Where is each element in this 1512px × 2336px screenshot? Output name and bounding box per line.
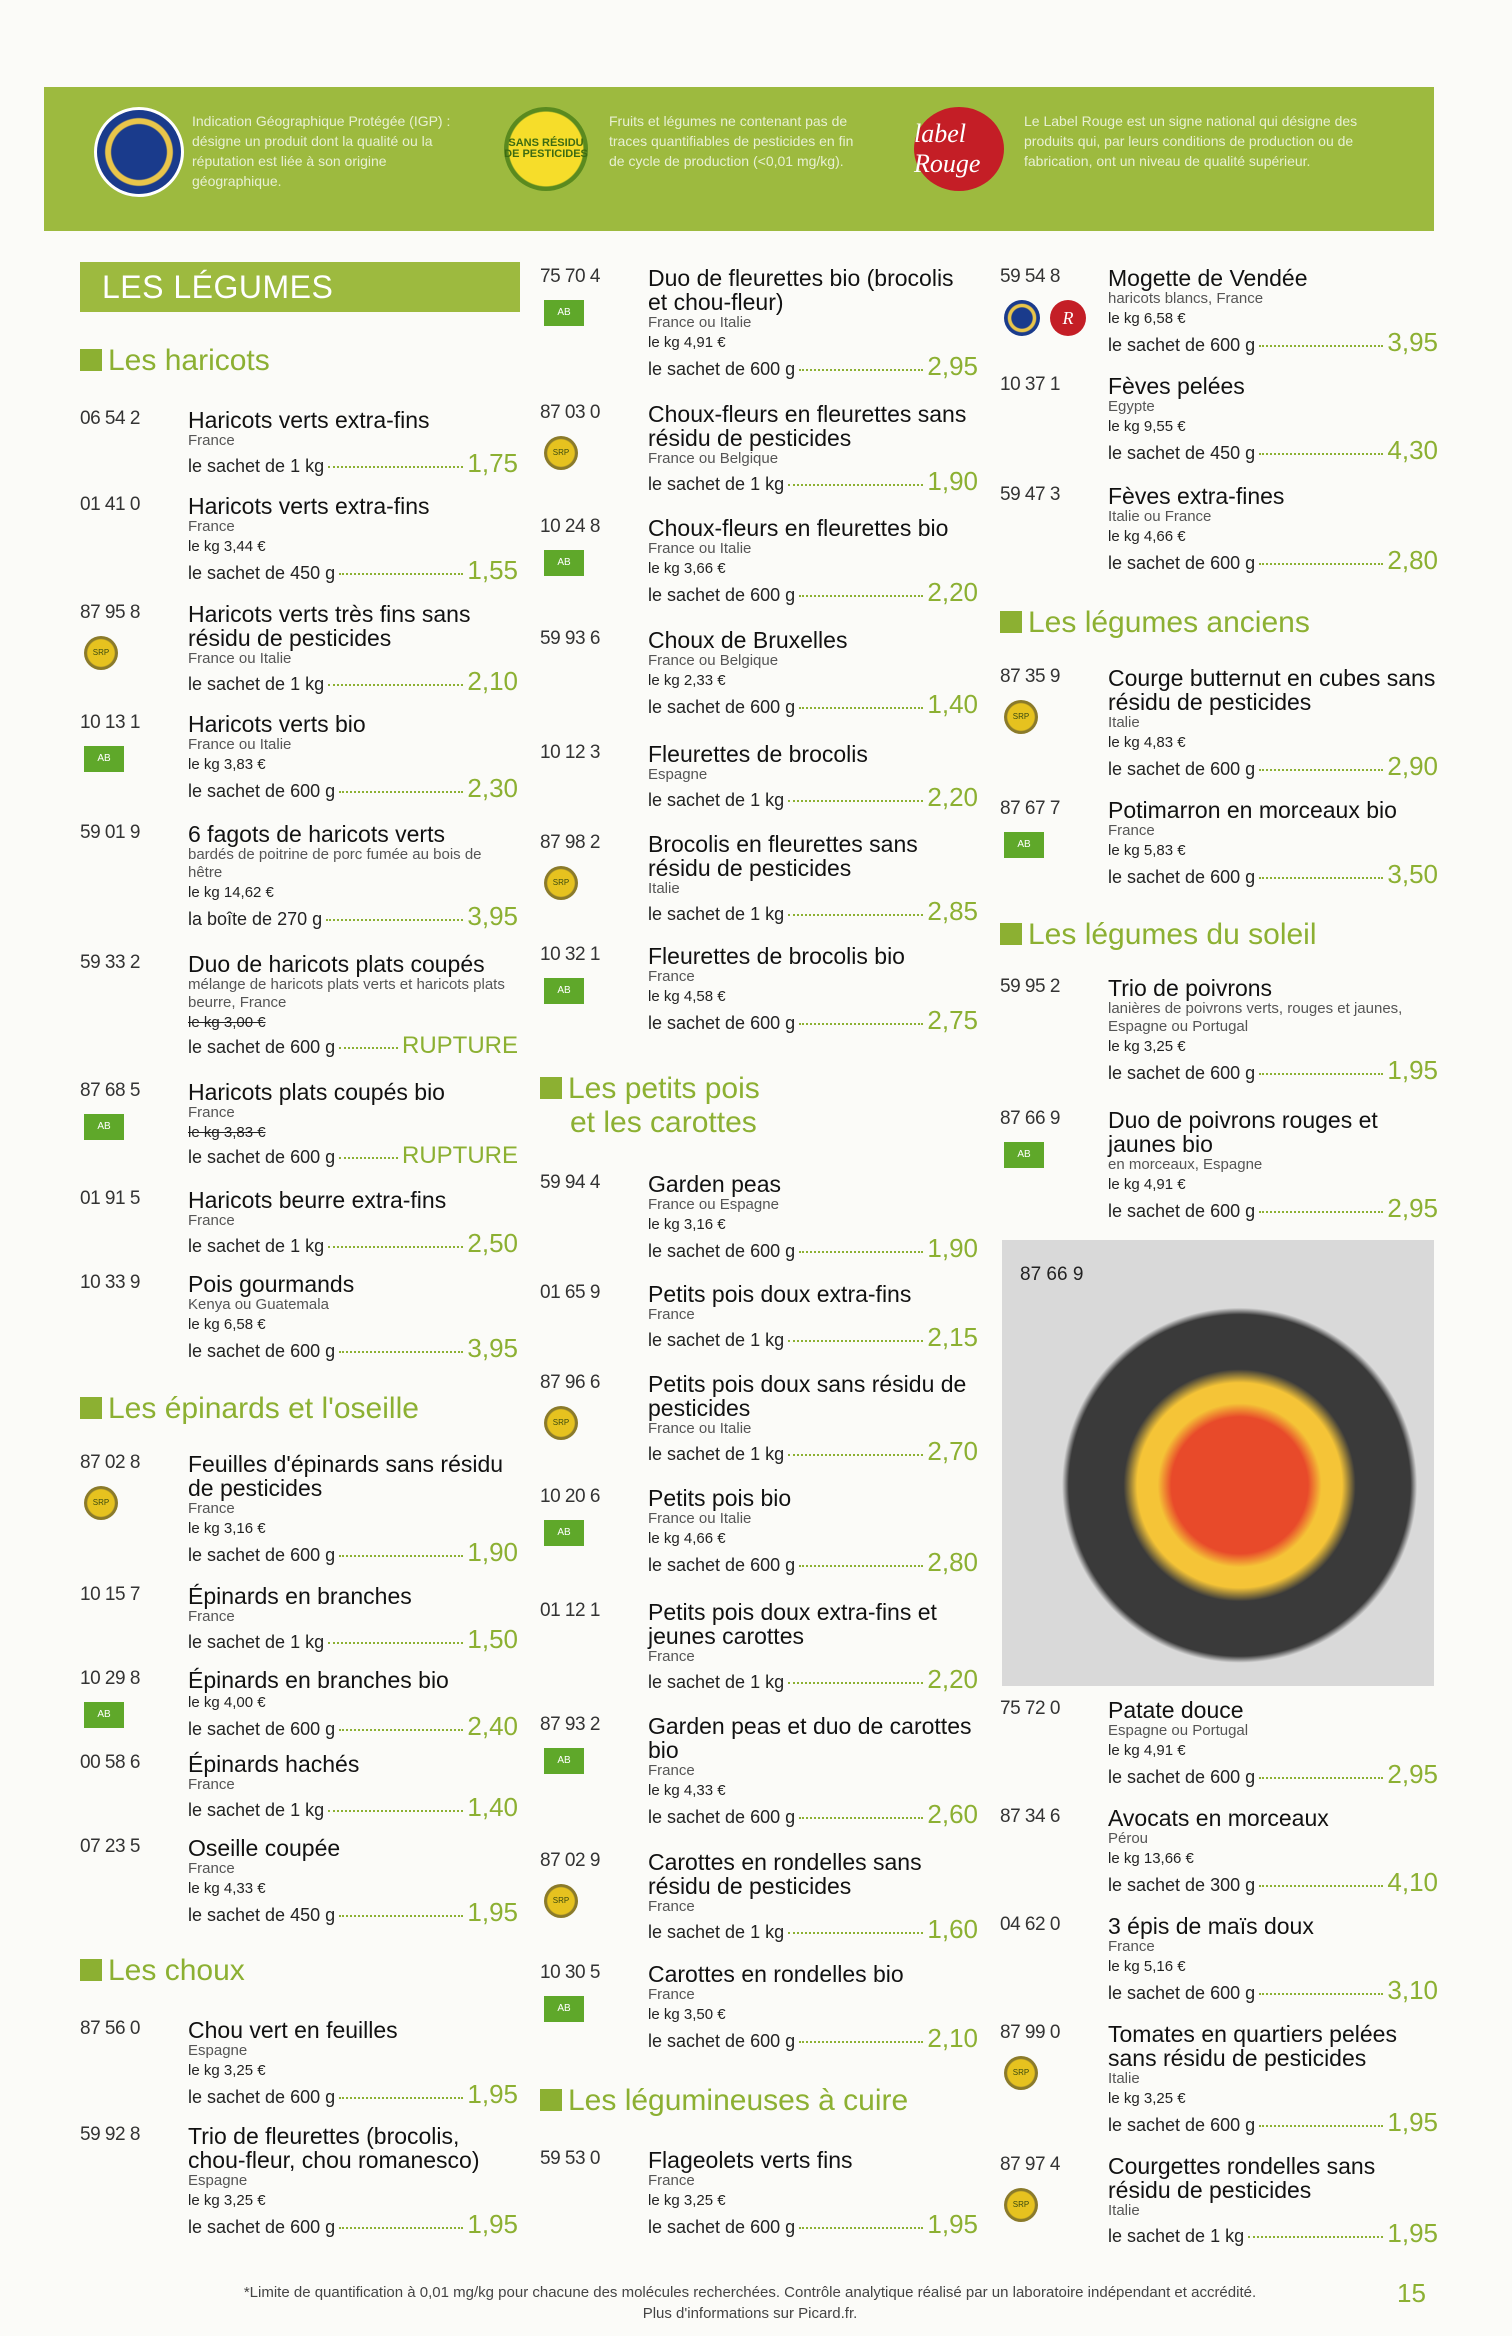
price-line: le sachet de 1 kg 2,50 [188,1228,518,1258]
product-code: 10 20 6 [540,1486,600,1507]
rupture-label: RUPTURE [401,1032,518,1059]
price-per-kg: le kg 3,00 € [188,1014,266,1031]
price: 1,40 [927,689,978,719]
rupture-label: RUPTURE [401,1142,518,1169]
product-origin: France ou Italie [188,650,292,667]
price-per-kg: le kg 13,66 € [1108,1850,1194,1867]
product-code: 01 91 5 [80,1188,140,1209]
price-per-kg: le kg 3,44 € [188,538,266,555]
product-origin: France ou Italie [648,314,752,331]
product-origin: Italie [1108,714,1140,731]
product-origin: Italie [1108,2070,1140,2087]
price-line: le sachet de 600 g 2,10 [648,2023,978,2053]
price-line: le sachet de 600 g 2,95 [1108,1759,1438,1789]
product-name: Haricots verts très fins sans résidu de pesticides [188,601,471,651]
price-per-kg: le kg 5,16 € [1108,1958,1186,1975]
sans-residu-badge-icon: SRP [544,866,578,900]
price: 3,10 [1387,1975,1438,2005]
price: 1,55 [467,555,518,585]
price-line: le sachet de 1 kg 2,20 [648,782,978,812]
price-per-kg: le kg 3,83 € [188,1124,266,1141]
bio-badge-icon: AB [544,1748,584,1774]
product-code: 01 12 1 [540,1600,600,1621]
product-code: 87 03 0 [540,402,600,423]
product-name: Avocats en morceaux [1108,1805,1329,1831]
product-name: Épinards en branches bio [188,1667,449,1693]
product-name: Petits pois bio [648,1485,792,1511]
product-code: 10 33 9 [80,1272,140,1293]
price-line: le sachet de 600 g 2,95 [1108,1193,1438,1223]
product-origin: France [648,1986,695,2003]
product-origin: Italie [1108,2202,1140,2219]
product-name: Potimarron en morceaux bio [1108,797,1397,823]
product-code: 87 66 9 [1000,1108,1060,1129]
price: 2,95 [1387,1759,1438,1789]
price: 1,95 [1387,1055,1438,1085]
section-legumes-anciens: Les légumes anciens [1000,606,1310,640]
product-origin: mélange de haricots plats verts et haricots plats beurre, France [188,976,505,1011]
product-name: Mogette de Vendée [1108,265,1308,291]
section-petits-pois: Les petits pois et les carottes [540,1072,760,1140]
price-line: le sachet de 1 kg 2,85 [648,896,978,926]
product-code: 01 65 9 [540,1282,600,1303]
product-origin: France ou Italie [648,1510,752,1527]
product-name: Carottes en rondelles sans résidu de pesticides [648,1849,922,1899]
product-name: Courge butternut en cubes sans résidu de pesticides [1108,665,1436,715]
price-line: la boîte de 270 g 3,95 [188,901,518,931]
footnote-more-info: Plus d'informations sur Picard.fr. [642,2305,858,2322]
product-name: Haricots verts extra-fins [188,493,430,519]
sans-residu-badge-icon: SRP [1004,2188,1038,2222]
sans-residu-badge-icon: SRP [1004,2056,1038,2090]
product-name: 6 fagots de haricots verts [188,821,445,847]
sans-residu-pesticides-icon: SANS RÉSIDU DE PESTICIDES [504,107,588,191]
product-origin: Espagne [648,766,708,783]
product-origin: en morceaux, Espagne [1108,1156,1263,1173]
product-photo [1002,1240,1434,1686]
bio-badge-icon: AB [84,746,124,772]
product-name: Fleurettes de brocolis [648,741,868,767]
product-origin: France ou Italie [648,540,752,557]
product-name: Trio de poivrons [1108,975,1273,1001]
product-code: 87 97 4 [1000,2154,1060,2175]
price-line: le sachet de 1 kg 2,15 [648,1322,978,1352]
product-origin: Espagne ou Portugal [1108,1722,1249,1739]
price: 2,10 [467,666,518,696]
product-origin: Egypte [1108,398,1155,415]
price: 2,20 [927,782,978,812]
price-line: le sachet de 1 kg 1,60 [648,1914,978,1944]
price: 2,20 [927,577,978,607]
product-code: 59 95 2 [1000,976,1060,997]
product-origin: France [188,1104,235,1121]
product-origin: Espagne [188,2042,248,2059]
price: 2,40 [467,1711,518,1741]
price-line: le sachet de 600 g 1,90 [188,1537,518,1567]
product-origin: France [188,1608,235,1625]
section-haricots: Les haricots [80,344,270,378]
price: 2,95 [1387,1193,1438,1223]
bio-badge-icon: AB [84,1114,124,1140]
igp-label-rouge-badges [1004,300,1094,340]
product-name: Choux de Bruxelles [648,627,848,653]
price: 1,95 [467,2209,518,2239]
product-code: 87 68 5 [80,1080,140,1101]
product-origin: France [648,1898,695,1915]
product-origin: France ou Espagne [648,1196,779,1213]
product-name: Fèves pelées [1108,373,1245,399]
product-name: Carottes en rondelles bio [648,1961,904,1987]
price-per-kg: le kg 4,91 € [1108,1176,1186,1193]
product-code: 75 70 4 [540,266,600,287]
price-per-kg: le kg 6,58 € [188,1316,266,1333]
product-name: Flageolets verts fins [648,2147,853,2173]
product-origin: bardés de poitrine de porc fumée au bois de hêtre [188,846,482,881]
footnote-text: *Limite de quantification à 0,01 mg/kg pour chacune des molécules recherchées. Contrôle analytique réalisé par un laboratoire indépendant et accrédité. [243,2284,1257,2301]
product-origin: Italie ou France [1108,508,1212,525]
price: 3,95 [467,901,518,931]
price-per-kg: le kg 3,66 € [648,560,726,577]
price: 1,90 [927,1233,978,1263]
product-code: 04 62 0 [1000,1914,1060,1935]
product-origin: France [188,432,235,449]
price: 2,20 [927,1664,978,1694]
price-per-kg: le kg 3,25 € [1108,1038,1186,1055]
product-code: 59 33 2 [80,952,140,973]
product-origin: France ou Italie [188,736,292,753]
price: 1,60 [927,1914,978,1944]
price-per-kg: le kg 4,33 € [648,1782,726,1799]
price: 1,95 [467,1897,518,1927]
product-code: 59 93 6 [540,628,600,649]
product-code: 59 47 3 [1000,484,1060,505]
price-line: le sachet de 600 g 1,90 [648,1233,978,1263]
category-title: LES LÉGUMES [80,262,520,312]
price-per-kg: le kg 3,25 € [648,2192,726,2209]
product-origin: France [188,1212,235,1229]
product-origin: France ou Italie [648,1420,752,1437]
product-origin: France [648,2172,695,2189]
product-code: 87 95 8 [80,602,140,623]
price-line: le sachet de 450 g 1,55 [188,555,518,585]
product-origin: France [648,1306,695,1323]
sans-residu-badge-icon: SRP [84,636,118,670]
page-number: 15 [1397,2278,1426,2308]
product-code: 87 35 9 [1000,666,1060,687]
price-per-kg: le kg 9,55 € [1108,418,1186,435]
product-origin: Espagne [188,2172,248,2189]
igp-description: Indication Géographique Protégée (IGP) : désigne un produit dont la qualité ou la réputation est liée à son origine géographique. [192,113,451,189]
price-line: le sachet de 600 g 2,95 [648,351,978,381]
product-name: Choux-fleurs en fleurettes bio [648,515,949,541]
price-per-kg: le kg 4,91 € [1108,1742,1186,1759]
product-code: 00 58 6 [80,1752,140,1773]
price: 2,80 [927,1547,978,1577]
price-line: le sachet de 600 g 2,20 [648,577,978,607]
price-line: le sachet de 600 g 1,95 [648,2209,978,2239]
product-origin: France ou Belgique [648,652,779,669]
bio-badge-icon: AB [544,978,584,1004]
bio-badge-icon: AB [544,1520,584,1546]
product-code: 10 12 3 [540,742,600,763]
price-line: le sachet de 600 g 2,80 [648,1547,978,1577]
price-line: le sachet de 1 kg 1,90 [648,466,978,496]
product-code: 87 56 0 [80,2018,140,2039]
bio-badge-icon: AB [544,300,584,326]
section-legumes-soleil: Les légumes du soleil [1000,918,1317,952]
price-line: le sachet de 600 g 1,95 [188,2209,518,2239]
product-name: Trio de fleurettes (brocolis, chou-fleur, chou romanesco) [188,2123,480,2173]
price: 2,60 [927,1799,978,1829]
price-line: le sachet de 1 kg 2,10 [188,666,518,696]
product-name: Garden peas [648,1171,781,1197]
price: 1,95 [1387,2218,1438,2248]
product-name: Haricots verts bio [188,711,366,737]
bio-badge-icon: AB [1004,1142,1044,1168]
product-origin: lanières de poivrons verts, rouges et jaunes, Espagne ou Portugal [1108,1000,1403,1035]
price: 2,70 [927,1436,978,1466]
price: 2,90 [1387,751,1438,781]
product-code: 10 32 1 [540,944,600,965]
price: 3,95 [467,1333,518,1363]
product-origin: France ou Belgique [648,450,779,467]
price-per-kg: le kg 3,83 € [188,756,266,773]
product-code: 87 02 8 [80,1452,140,1473]
product-origin: France [188,1500,235,1517]
product-name: Choux-fleurs en fleurettes sans résidu de pesticides [648,401,967,451]
price-per-kg: le kg 4,91 € [648,334,726,351]
product-code: 07 23 5 [80,1836,140,1857]
price-line: le sachet de 600 g 3,95 [1108,327,1438,357]
section-epinards: Les épinards et l'oseille [80,1392,419,1426]
price-line: le sachet de 600 g 2,40 [188,1711,518,1741]
product-name: Petits pois doux extra-fins [648,1281,912,1307]
label-banner [44,87,1434,231]
price-per-kg: le kg 2,33 € [648,672,726,689]
product-name: Duo de haricots plats coupés [188,951,485,977]
price-line: le sachet de 600 g 2,30 [188,773,518,803]
price-per-kg: le kg 5,83 € [1108,842,1186,859]
price-per-kg: le kg 4,66 € [1108,528,1186,545]
price-line: le sachet de 600 g 1,40 [648,689,978,719]
price-per-kg: le kg 14,62 € [188,884,274,901]
igp-badge-icon [1004,300,1040,336]
igp-label-icon [94,107,184,197]
price: 1,90 [927,466,978,496]
product-code: 87 96 6 [540,1372,600,1393]
sans-residu-badge-icon: SRP [1004,700,1038,734]
price-line: le sachet de 600 g RUPTURE [188,1142,518,1169]
product-origin: France [648,1762,695,1779]
product-name: Fleurettes de brocolis bio [648,943,905,969]
bio-badge-icon: AB [1004,832,1044,858]
product-origin: France [188,518,235,535]
price-line: le sachet de 1 kg 2,20 [648,1664,978,1694]
price: 1,40 [467,1792,518,1822]
price-per-kg: le kg 3,25 € [188,2062,266,2079]
product-code: 10 37 1 [1000,374,1060,395]
bio-badge-icon: AB [544,1996,584,2022]
product-name: Haricots plats coupés bio [188,1079,445,1105]
price: 1,95 [1387,2107,1438,2137]
product-origin: France [648,968,695,985]
price-line: le sachet de 1 kg 1,95 [1108,2218,1438,2248]
product-origin: France [188,1860,235,1877]
product-code: 59 92 8 [80,2124,140,2145]
price-line: le sachet de 600 g 3,50 [1108,859,1438,889]
price: 2,80 [1387,545,1438,575]
product-code: 01 41 0 [80,494,140,515]
product-origin: France [648,1648,695,1665]
section-legumineuses: Les légumineuses à cuire [540,2084,908,2118]
price-line: le sachet de 1 kg 2,70 [648,1436,978,1466]
price-per-kg: le kg 3,50 € [648,2006,726,2023]
product-name: Haricots beurre extra-fins [188,1187,447,1213]
price-line: le sachet de 300 g 4,10 [1108,1867,1438,1897]
price-line: le sachet de 600 g 1,95 [1108,2107,1438,2137]
price-per-kg: le kg 3,16 € [188,1520,266,1537]
price-per-kg: le kg 4,58 € [648,988,726,1005]
product-code: 10 29 8 [80,1668,140,1689]
product-name: Épinards en branches [188,1583,412,1609]
bio-badge-icon: AB [544,550,584,576]
product-name: Tomates en quartiers pelées sans résidu de pesticides [1108,2021,1397,2071]
product-code: 87 34 6 [1000,1806,1060,1827]
price: 1,75 [467,448,518,478]
product-name: Oseille coupée [188,1835,341,1861]
product-name: Petits pois doux sans résidu de pesticides [648,1371,967,1421]
price: 4,30 [1387,435,1438,465]
price-per-kg: le kg 4,33 € [188,1880,266,1897]
product-origin: Kenya ou Guatemala [188,1296,329,1313]
price-per-kg: le kg 3,16 € [648,1216,726,1233]
price: 2,10 [927,2023,978,2053]
product-origin: Pérou [1108,1830,1149,1847]
price-line: le sachet de 1 kg 1,40 [188,1792,518,1822]
price-line: le sachet de 450 g 1,95 [188,1897,518,1927]
sans-residu-badge-icon: SRP [84,1486,118,1520]
price-per-kg: le kg 4,83 € [1108,734,1186,751]
product-code: 10 30 5 [540,1962,600,1983]
price-per-kg: le kg 3,25 € [188,2192,266,2209]
product-code: 75 72 0 [1000,1698,1060,1719]
price-line: le sachet de 600 g 1,95 [1108,1055,1438,1085]
price: 2,50 [467,1228,518,1258]
price-line: le sachet de 1 kg 1,75 [188,448,518,478]
product-code: 87 99 0 [1000,2022,1060,2043]
product-name: Fèves extra-fines [1108,483,1285,509]
product-code: 10 24 8 [540,516,600,537]
product-name: Brocolis en fleurettes sans résidu de pesticides [648,831,918,881]
product-code: 10 13 1 [80,712,140,733]
spp-description: Fruits et légumes ne contenant pas de traces quantifiables de pesticides en fin de cycle de production (<0,01 mg/kg). [609,113,854,169]
price: 3,95 [1387,327,1438,357]
price-per-kg: le kg 4,66 € [648,1530,726,1547]
sans-residu-badge-icon: SRP [544,436,578,470]
section-choux: Les choux [80,1954,245,1988]
price: 2,95 [927,351,978,381]
price-line: le sachet de 600 g 2,90 [1108,751,1438,781]
product-name: Patate douce [1108,1697,1244,1723]
price: 2,30 [467,773,518,803]
price: 4,10 [1387,1867,1438,1897]
price-line: le sachet de 600 g 3,95 [188,1333,518,1363]
product-code: 06 54 2 [80,408,140,429]
product-code: 59 01 9 [80,822,140,843]
price: 1,90 [467,1537,518,1567]
product-code: 59 94 4 [540,1172,600,1193]
price-line: le sachet de 600 g 3,10 [1108,1975,1438,2005]
price-line: le sachet de 600 g 2,60 [648,1799,978,1829]
product-origin: haricots blancs, France [1108,290,1264,307]
bio-badge-icon: AB [84,1702,124,1728]
price: 1,95 [927,2209,978,2239]
photo-product-code: 87 66 9 [1020,1264,1084,1285]
product-origin: France [188,1776,235,1793]
product-name: Duo de poivrons rouges et jaunes bio [1108,1107,1378,1157]
product-name: Haricots verts extra-fins [188,407,430,433]
product-origin: France [1108,822,1155,839]
product-origin: France [1108,1938,1155,1955]
product-name: Duo de fleurettes bio (brocolis et chou-fleur) [648,265,954,315]
price: 3,50 [1387,859,1438,889]
label-rouge-badge-icon: R [1050,300,1086,336]
price: 1,95 [467,2079,518,2109]
sans-residu-badge-icon: SRP [544,1406,578,1440]
price-per-kg: le kg 4,00 € [188,1694,266,1711]
product-code: 87 93 2 [540,1714,600,1735]
product-name: Feuilles d'épinards sans résidu de pesticides [188,1451,504,1501]
product-origin: Italie [648,880,680,897]
product-name: Pois gourmands [188,1271,355,1297]
product-code: 87 67 7 [1000,798,1060,819]
price: 2,15 [927,1322,978,1352]
product-name: Chou vert en feuilles [188,2017,398,2043]
price: 1,50 [467,1624,518,1654]
price-per-kg: le kg 3,25 € [1108,2090,1186,2107]
price: 2,75 [927,1005,978,1035]
product-name: Courgettes rondelles sans résidu de pesticides [1108,2153,1376,2203]
product-code: 59 53 0 [540,2148,600,2169]
price: 2,85 [927,896,978,926]
price-per-kg: le kg 6,58 € [1108,310,1186,327]
price-line: le sachet de 600 g 1,95 [188,2079,518,2109]
product-code: 10 15 7 [80,1584,140,1605]
product-name: Épinards hachés [188,1751,360,1777]
product-code: 87 98 2 [540,832,600,853]
price-line: le sachet de 450 g 4,30 [1108,435,1438,465]
price-line: le sachet de 600 g RUPTURE [188,1032,518,1059]
label-rouge-description: Le Label Rouge est un signe national qui désigne des produits qui, par leurs conditions de production ou de fabrication, ont un niveau de qualité supérieur. [1024,113,1358,169]
price-line: le sachet de 600 g 2,75 [648,1005,978,1035]
product-code: 59 54 8 [1000,266,1060,287]
sans-residu-badge-icon: SRP [544,1884,578,1918]
label-rouge-icon: label Rouge [914,107,1004,191]
product-name: Garden peas et duo de carottes bio [648,1713,972,1763]
product-name: 3 épis de maïs doux [1108,1913,1314,1939]
footnote [150,2282,1350,2324]
product-code: 87 02 9 [540,1850,600,1871]
price-line: le sachet de 1 kg 1,50 [188,1624,518,1654]
price-line: le sachet de 600 g 2,80 [1108,545,1438,575]
product-name: Petits pois doux extra-fins et jeunes carottes [648,1599,937,1649]
